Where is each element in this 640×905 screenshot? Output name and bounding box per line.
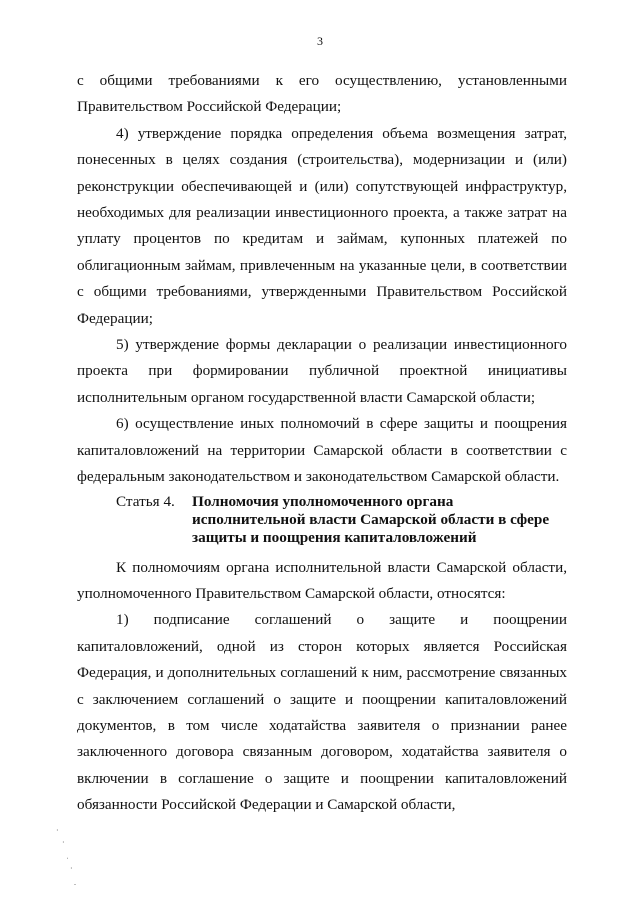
paragraph-intro: К полномочиям органа исполнительной власти Самарской области, уполномоченного Правительством Самарской области, относятся: xyxy=(77,558,567,602)
scan-artifacts: · · ˌ · . xyxy=(56,826,76,887)
paragraph-item-5: 5) утверждение формы декларации о реализации инвестиционного проекта при формировании публичной проектной инициативы исполнительным органом государственной власти Самарской области; xyxy=(77,336,567,406)
page-number: 3 xyxy=(317,34,323,48)
paragraph-item-6: 6) осуществление иных полномочий в сфере защиты и поощрения капиталовложений на территории Самарской области в соответствии с федеральным законодательством и законодательством Самарской области. xyxy=(77,415,567,486)
paragraph-continuation: с общими требованиями к его осуществлению, установленными Правительством Российской Федерации; xyxy=(77,72,567,116)
paragraph-item-1: 1) подписание соглашений о защите и поощрении капиталовложений, одной из сторон которых является Российская Федерация, и дополнительных соглашений к ним, рассмотрение связанных с заключением соглашений о защите и поощрении капиталовложений документов, в том числе ходатайства заявителя о признании ранее заключенного договора связанным договором, ходатайства заявителя о включении в соглашение о защите и поощрении капиталовложений обязанности Российской Федерации и Самарской области, xyxy=(77,611,567,814)
article-title: Полномочия уполномоченного органа исполнительной власти Самарской области в сфере защиты и поощрения капиталовложений xyxy=(192,492,550,546)
article-heading xyxy=(77,493,567,547)
document-body xyxy=(77,68,567,819)
article-number: Статья 4. xyxy=(116,492,175,510)
paragraph-item-4: 4) утверждение порядка определения объема возмещения затрат, понесенных в целях создания (строительства), модернизации и (или) реконструкции обеспечивающей и (или) сопутствующей инфраструктур, необходимых для реализации инвестиционного проекта, а также затрат на уплату процентов по кредитам и займам, купонных платежей по облигационным займам, привлеченным на указанные цели, в соответствии с общими требованиями, утвержденными Правительством Российской Федерации; xyxy=(77,124,567,327)
